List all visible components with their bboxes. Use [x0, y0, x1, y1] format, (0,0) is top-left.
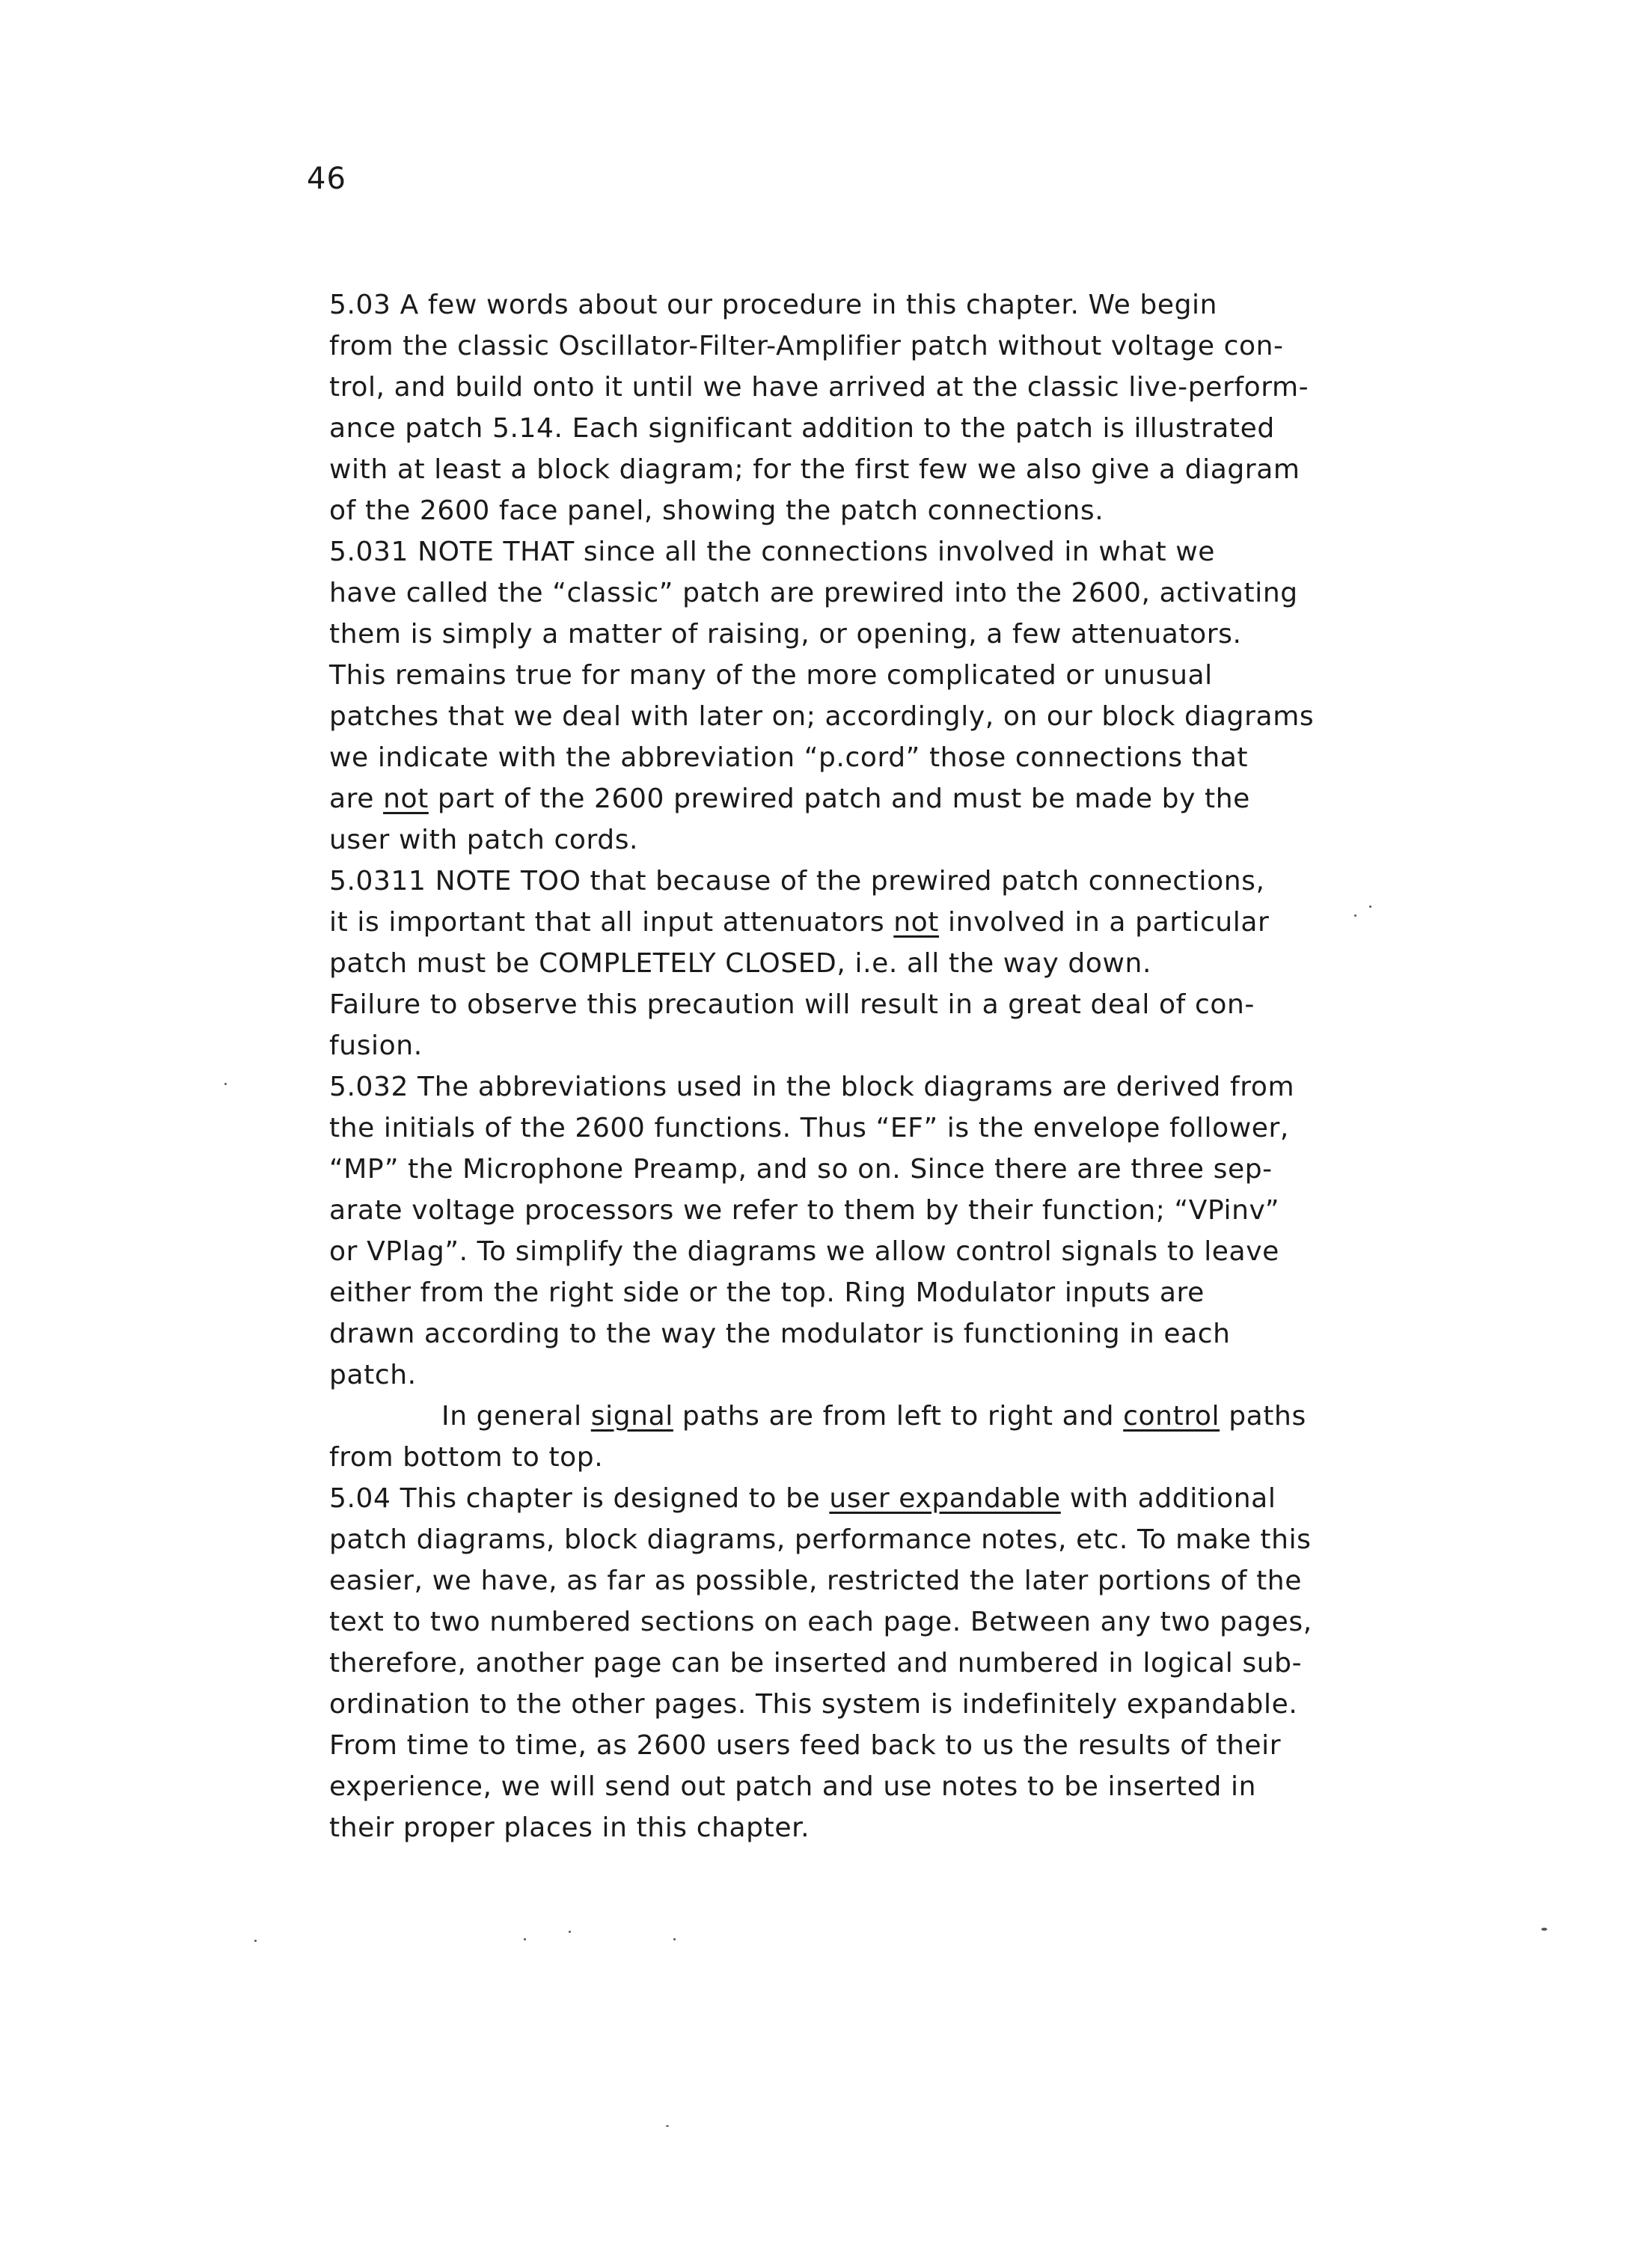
text-line: [329, 572, 1302, 614]
text-line: [329, 1601, 1312, 1643]
text-run: patch.: [329, 1360, 417, 1390]
scan-speck: [1541, 1928, 1547, 1931]
text-run: 5.04 This chapter is designed to be: [329, 1483, 830, 1514]
text-run: have called the “classic” patch are prewired into the 2600, activating: [329, 578, 1298, 608]
scan-speck: [254, 1940, 257, 1942]
text-line: [329, 1478, 1302, 1519]
text-run: drawn according to the way the modulator is functioning in each: [329, 1319, 1231, 1349]
text-line: [329, 1437, 1302, 1478]
text-run: involved in a particular: [939, 907, 1270, 938]
text-line: [329, 1108, 1302, 1149]
text-line: [329, 284, 1302, 326]
text-run: patch diagrams, block diagrams, performance notes, etc. To make this: [329, 1524, 1312, 1555]
text-line: [329, 1354, 1302, 1396]
text-line: [329, 1066, 1302, 1108]
text-line: [329, 1025, 1302, 1066]
text-line: [329, 655, 1302, 696]
text-run: 5.0311 NOTE TOO that because of the prewired patch connections,: [329, 866, 1265, 897]
text-run: are: [329, 784, 384, 814]
text-run: with additional: [1060, 1483, 1276, 1514]
text-run: fusion.: [329, 1030, 423, 1061]
text-line: [329, 1519, 1312, 1560]
text-run: we indicate with the abbreviation “p.cord” those connections that: [329, 742, 1249, 773]
scan-speck: [569, 1931, 571, 1933]
text-run: or VPlag”. To simplify the diagrams we allow control signals to leave: [329, 1236, 1279, 1267]
underlined-text: not: [383, 784, 429, 814]
text-run: it is important that all input attenuators: [329, 907, 894, 938]
text-run: patches that we deal with later on; accordingly, on our block diagrams: [329, 701, 1315, 732]
text-line: [329, 902, 1302, 943]
text-line: [329, 984, 1302, 1025]
text-run: text to two numbered sections on each page. Between any two pages,: [329, 1607, 1312, 1637]
text-line: [329, 1149, 1302, 1190]
text-run: therefore, another page can be inserted and numbered in logical sub-: [329, 1648, 1303, 1679]
text-line: [329, 1231, 1302, 1272]
text-line: [329, 943, 1302, 984]
text-line: [329, 1313, 1302, 1354]
text-run: ance patch 5.14. Each significant addition to the patch is illustrated: [329, 413, 1275, 444]
text-line: [329, 1396, 1306, 1437]
scan-speck: [666, 2125, 669, 2127]
text-run: This remains true for many of the more complicated or unusual: [329, 660, 1213, 691]
text-run: 5.031 NOTE THAT since all the connections involved in what we: [329, 537, 1216, 567]
text-line: [329, 1684, 1302, 1725]
text-run: their proper places in this chapter.: [329, 1812, 810, 1843]
text-run: from the classic Oscillator-Filter-Amplifier patch without voltage con-: [329, 331, 1284, 361]
text-line: [329, 778, 1302, 819]
text-run: trol, and build onto it until we have arrived at the classic live-perform-: [329, 372, 1309, 403]
text-line: [329, 1807, 1302, 1848]
text-run: 5.032 The abbreviations used in the block diagrams are derived from: [329, 1072, 1295, 1102]
text-line: [329, 1643, 1302, 1684]
text-run: 5.03 A few words about our procedure in this chapter. We begin: [329, 290, 1218, 320]
text-run: patch must be COMPLETELY CLOSED, i.e. all the way down.: [329, 948, 1152, 979]
text-line: [329, 1190, 1302, 1231]
text-run: “MP” the Microphone Preamp, and so on. Since there are three sep-: [329, 1154, 1273, 1185]
text-line: [329, 531, 1302, 572]
text-line: [329, 326, 1302, 367]
scan-speck: [1354, 914, 1356, 917]
text-line: [329, 1766, 1302, 1807]
text-run: easier, we have, as far as possible, restricted the later portions of the: [329, 1566, 1302, 1596]
scan-speck: [524, 1938, 526, 1940]
text-run: with at least a block diagram; for the first few we also give a diagram: [329, 454, 1300, 485]
text-line: [329, 737, 1302, 778]
text-run: part of the 2600 prewired patch and must be made by the: [428, 784, 1250, 814]
underlined-text: signal: [590, 1401, 673, 1432]
underlined-text: user expandable: [829, 1483, 1061, 1514]
text-run: experience, we will send out patch and use notes to be inserted in: [329, 1771, 1257, 1802]
text-run: the initials of the 2600 functions. Thus “EF” is the envelope follower,: [329, 1113, 1289, 1143]
scan-speck: [1369, 905, 1371, 908]
underlined-text: not: [893, 907, 940, 938]
text-line: [329, 819, 1302, 861]
text-run: either from the right side or the top. Ring Modulator inputs are: [329, 1277, 1205, 1308]
text-run: user with patch cords.: [329, 825, 639, 855]
text-run: arate voltage processors we refer to them by their function; “VPinv”: [329, 1195, 1280, 1226]
text-line: [329, 614, 1302, 655]
text-line: [329, 696, 1315, 737]
text-run: paths are from left to right and: [673, 1401, 1124, 1432]
text-line: [329, 367, 1309, 408]
text-line: [329, 490, 1302, 531]
text-run: In general: [441, 1401, 591, 1432]
text-line: [329, 449, 1302, 490]
text-line: [329, 861, 1302, 902]
body-text: [329, 284, 1315, 1848]
text-run: Failure to observe this precaution will result in a great deal of con-: [329, 989, 1255, 1020]
text-line: [329, 408, 1302, 449]
text-run: of the 2600 face panel, showing the patch connections.: [329, 495, 1104, 526]
text-run: from bottom to top.: [329, 1442, 604, 1473]
text-run: paths: [1220, 1401, 1306, 1432]
scan-speck: [673, 1938, 676, 1940]
underlined-text: control: [1123, 1401, 1220, 1432]
text-line: [329, 1560, 1302, 1601]
text-line: [329, 1725, 1302, 1766]
page-number: 46: [307, 162, 346, 196]
text-line: [329, 1272, 1302, 1313]
scan-speck: [224, 1083, 227, 1085]
text-run: ordination to the other pages. This system is indefinitely expandable.: [329, 1689, 1298, 1720]
text-run: them is simply a matter of raising, or opening, a few attenuators.: [329, 619, 1242, 650]
text-run: From time to time, as 2600 users feed back to us the results of their: [329, 1730, 1282, 1761]
